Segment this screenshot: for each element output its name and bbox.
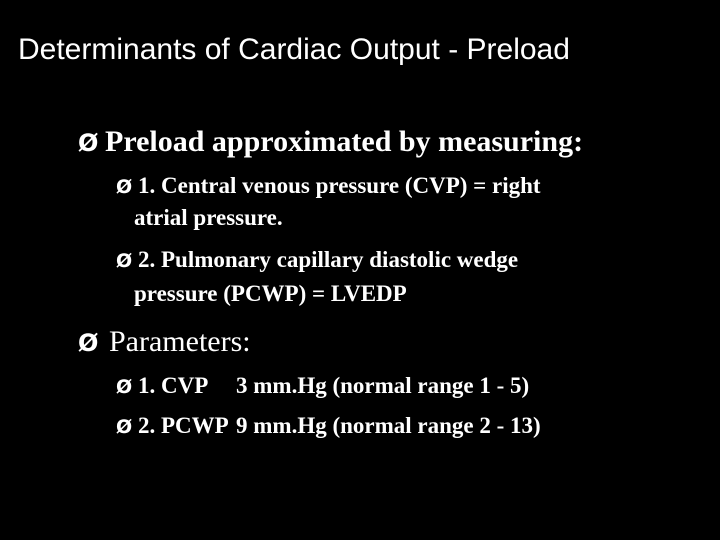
sub-bullet-text: 1. Central venous pressure (CVP) = right — [138, 173, 541, 198]
slide-title: Determinants of Cardiac Output - Preload — [18, 33, 570, 66]
bullet-preload — [78, 124, 583, 161]
bullet-parameters — [78, 324, 251, 361]
arrow-bullet-icon: Ø — [116, 250, 133, 272]
sub-bullet-continuation: pressure (PCWP) = LVEDP — [134, 281, 407, 306]
bullet-text: Preload approximated by measuring: — [105, 125, 584, 158]
parameter-pcwp — [116, 412, 541, 441]
arrow-bullet-icon: Ø — [116, 376, 133, 398]
parameter-label: 2. PCWP — [138, 413, 229, 438]
arrow-bullet-icon: Ø — [116, 176, 133, 198]
arrow-bullet-icon: Ø — [78, 329, 99, 357]
sub-bullet-continuation: atrial pressure. — [134, 205, 283, 230]
sub-bullet-cvp — [116, 172, 541, 201]
sub-bullet-pcwp — [116, 246, 518, 275]
parameter-label: 1. CVP — [138, 373, 209, 398]
arrow-bullet-icon: Ø — [78, 129, 99, 157]
parameter-value: 3 mm.Hg (normal range 1 - 5) — [236, 373, 530, 398]
parameter-value: 9 mm.Hg (normal range 2 - 13) — [236, 413, 541, 438]
arrow-bullet-icon: Ø — [116, 416, 133, 438]
sub-bullet-text: 2. Pulmonary capillary diastolic wedge — [138, 247, 519, 272]
bullet-text: Parameters: — [109, 325, 251, 358]
parameter-cvp — [116, 372, 529, 401]
